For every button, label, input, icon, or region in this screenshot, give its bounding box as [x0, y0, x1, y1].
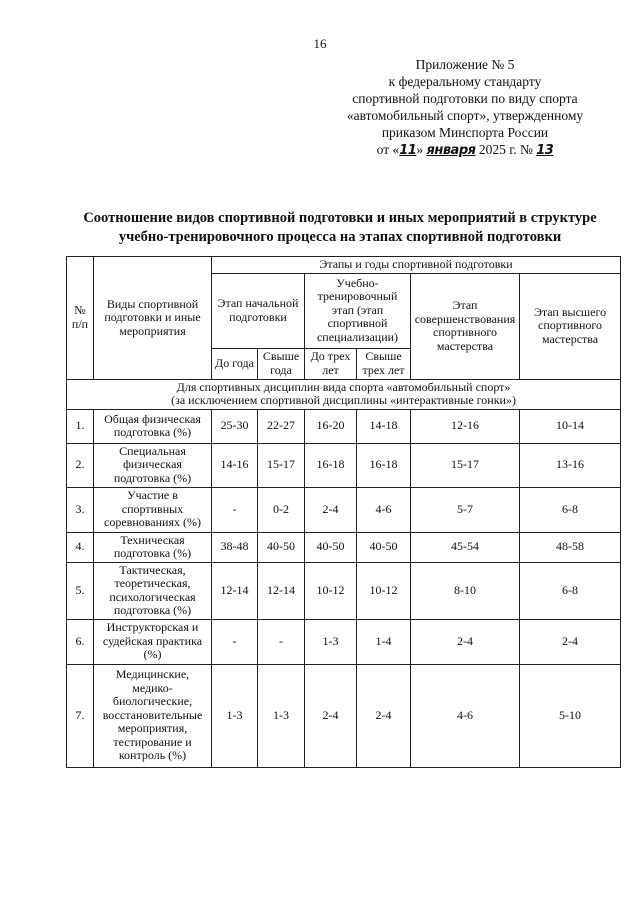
- cell-highest: 2-4: [520, 619, 621, 664]
- cell-initial-up-to-year: 25-30: [212, 409, 258, 443]
- cell-highest: 6-8: [520, 562, 621, 619]
- header-num: № п/п: [67, 257, 94, 380]
- cell-training-up-to-three: 1-3: [305, 619, 357, 664]
- cell-highest: 13-16: [520, 443, 621, 487]
- row-number: 3.: [67, 487, 94, 532]
- date-mid: »: [416, 142, 424, 157]
- table-body: [67, 257, 621, 768]
- table-row: [67, 619, 621, 664]
- date-prefix: от «: [376, 142, 400, 157]
- table-row: [67, 487, 621, 532]
- appendix-line-5: приказом Минспорта России: [381, 125, 549, 140]
- cell-training-up-to-three: 16-18: [305, 443, 357, 487]
- header-over-year: Свыше года: [258, 348, 305, 379]
- cell-initial-up-to-year: 12-14: [212, 562, 258, 619]
- appendix-line-1: Приложение № 5: [415, 57, 515, 72]
- cell-improvement: 45-54: [411, 532, 520, 562]
- row-activity: Участие в спортивных соревнованиях (%): [94, 487, 212, 532]
- cell-improvement: 2-4: [411, 619, 520, 664]
- cell-training-up-to-three: 10-12: [305, 562, 357, 619]
- appendix-block: [300, 56, 630, 159]
- cell-training-over-three: 14-18: [357, 409, 411, 443]
- ratio-table: [66, 256, 621, 768]
- title-line-2: учебно-тренировочного процесса на этапах спортивной подготовки: [118, 229, 562, 245]
- cell-initial-over-year: 0-2: [258, 487, 305, 532]
- cell-highest: 10-14: [520, 409, 621, 443]
- cell-improvement: 4-6: [411, 664, 520, 767]
- section-line-1: Для спортивных дисциплин вида спорта «автомобильный спорт»: [176, 380, 511, 394]
- row-number: 7.: [67, 664, 94, 767]
- header-stage-improvement: Этап совершенствования спортивного мастерства: [411, 273, 520, 379]
- row-activity: Специальная физическая подготовка (%): [94, 443, 212, 487]
- row-number: 1.: [67, 409, 94, 443]
- header-stage-training: Учебно-тренировочный этап (этап спортивной специализации): [305, 273, 411, 348]
- appendix-date-line: [300, 141, 630, 159]
- row-activity: Тактическая, теоретическая, психологическая подготовка (%): [94, 562, 212, 619]
- date-month: января: [426, 143, 476, 158]
- header-stage-initial: Этап начальной подготовки: [212, 273, 305, 348]
- cell-highest: 48-58: [520, 532, 621, 562]
- table-row: [67, 443, 621, 487]
- header-over-three: Свыше трех лет: [357, 348, 411, 379]
- cell-training-up-to-three: 2-4: [305, 487, 357, 532]
- appendix-line-2: к федеральному стандарту: [388, 74, 542, 89]
- cell-training-over-three: 16-18: [357, 443, 411, 487]
- row-activity: Медицинские, медико-биологические, восстановительные мероприятия, тестирование и контроль (%): [94, 664, 212, 767]
- cell-training-over-three: 1-4: [357, 619, 411, 664]
- cell-initial-up-to-year: 1-3: [212, 664, 258, 767]
- cell-initial-up-to-year: 14-16: [212, 443, 258, 487]
- cell-training-up-to-three: 40-50: [305, 532, 357, 562]
- appendix-line-4: «автомобильный спорт», утвержденному: [346, 108, 584, 123]
- cell-initial-over-year: -: [258, 619, 305, 664]
- header-stage-highest: Этап высшего спортивного мастерства: [520, 273, 621, 379]
- cell-highest: 6-8: [520, 487, 621, 532]
- page-number: 16: [313, 36, 327, 51]
- cell-initial-over-year: 12-14: [258, 562, 305, 619]
- section-header: [67, 379, 621, 409]
- cell-improvement: 15-17: [411, 443, 520, 487]
- row-activity: Общая физическая подготовка (%): [94, 409, 212, 443]
- appendix-line-3: спортивной подготовки по виду спорта: [352, 91, 578, 106]
- cell-highest: 5-10: [520, 664, 621, 767]
- header-stages-group: Этапы и годы спортивной подготовки: [212, 257, 621, 274]
- cell-improvement: 8-10: [411, 562, 520, 619]
- cell-initial-up-to-year: -: [212, 487, 258, 532]
- title-line-1: Соотношение видов спортивной подготовки и иных мероприятий в структуре: [83, 210, 597, 226]
- cell-initial-over-year: 22-27: [258, 409, 305, 443]
- row-number: 5.: [67, 562, 94, 619]
- row-number: 4.: [67, 532, 94, 562]
- cell-training-over-three: 10-12: [357, 562, 411, 619]
- row-number: 2.: [67, 443, 94, 487]
- row-activity: Техническая подготовка (%): [94, 532, 212, 562]
- cell-training-up-to-three: 16-20: [305, 409, 357, 443]
- cell-improvement: 12-16: [411, 409, 520, 443]
- row-activity: Инструкторская и судейская практика (%): [94, 619, 212, 664]
- table-row: [67, 562, 621, 619]
- cell-initial-over-year: 40-50: [258, 532, 305, 562]
- header-activities: Виды спортивной подготовки и иные мероприятия: [94, 257, 212, 380]
- table-row: [67, 664, 621, 767]
- table-row: [67, 532, 621, 562]
- date-number: 13: [536, 143, 554, 158]
- cell-training-up-to-three: 2-4: [305, 664, 357, 767]
- document-title: [40, 209, 640, 247]
- row-number: 6.: [67, 619, 94, 664]
- cell-training-over-three: 2-4: [357, 664, 411, 767]
- header-up-to-three: До трех лет: [305, 348, 357, 379]
- cell-training-over-three: 40-50: [357, 532, 411, 562]
- section-line-2: (за исключением спортивной дисциплины «интерактивные гонки»): [171, 393, 516, 407]
- header-up-to-year: До года: [212, 348, 258, 379]
- cell-improvement: 5-7: [411, 487, 520, 532]
- date-day: 11: [399, 143, 417, 158]
- cell-training-over-three: 4-6: [357, 487, 411, 532]
- cell-initial-up-to-year: 38-48: [212, 532, 258, 562]
- cell-initial-over-year: 1-3: [258, 664, 305, 767]
- cell-initial-up-to-year: -: [212, 619, 258, 664]
- date-year: 2025 г. №: [478, 142, 533, 157]
- cell-initial-over-year: 15-17: [258, 443, 305, 487]
- table-row: [67, 409, 621, 443]
